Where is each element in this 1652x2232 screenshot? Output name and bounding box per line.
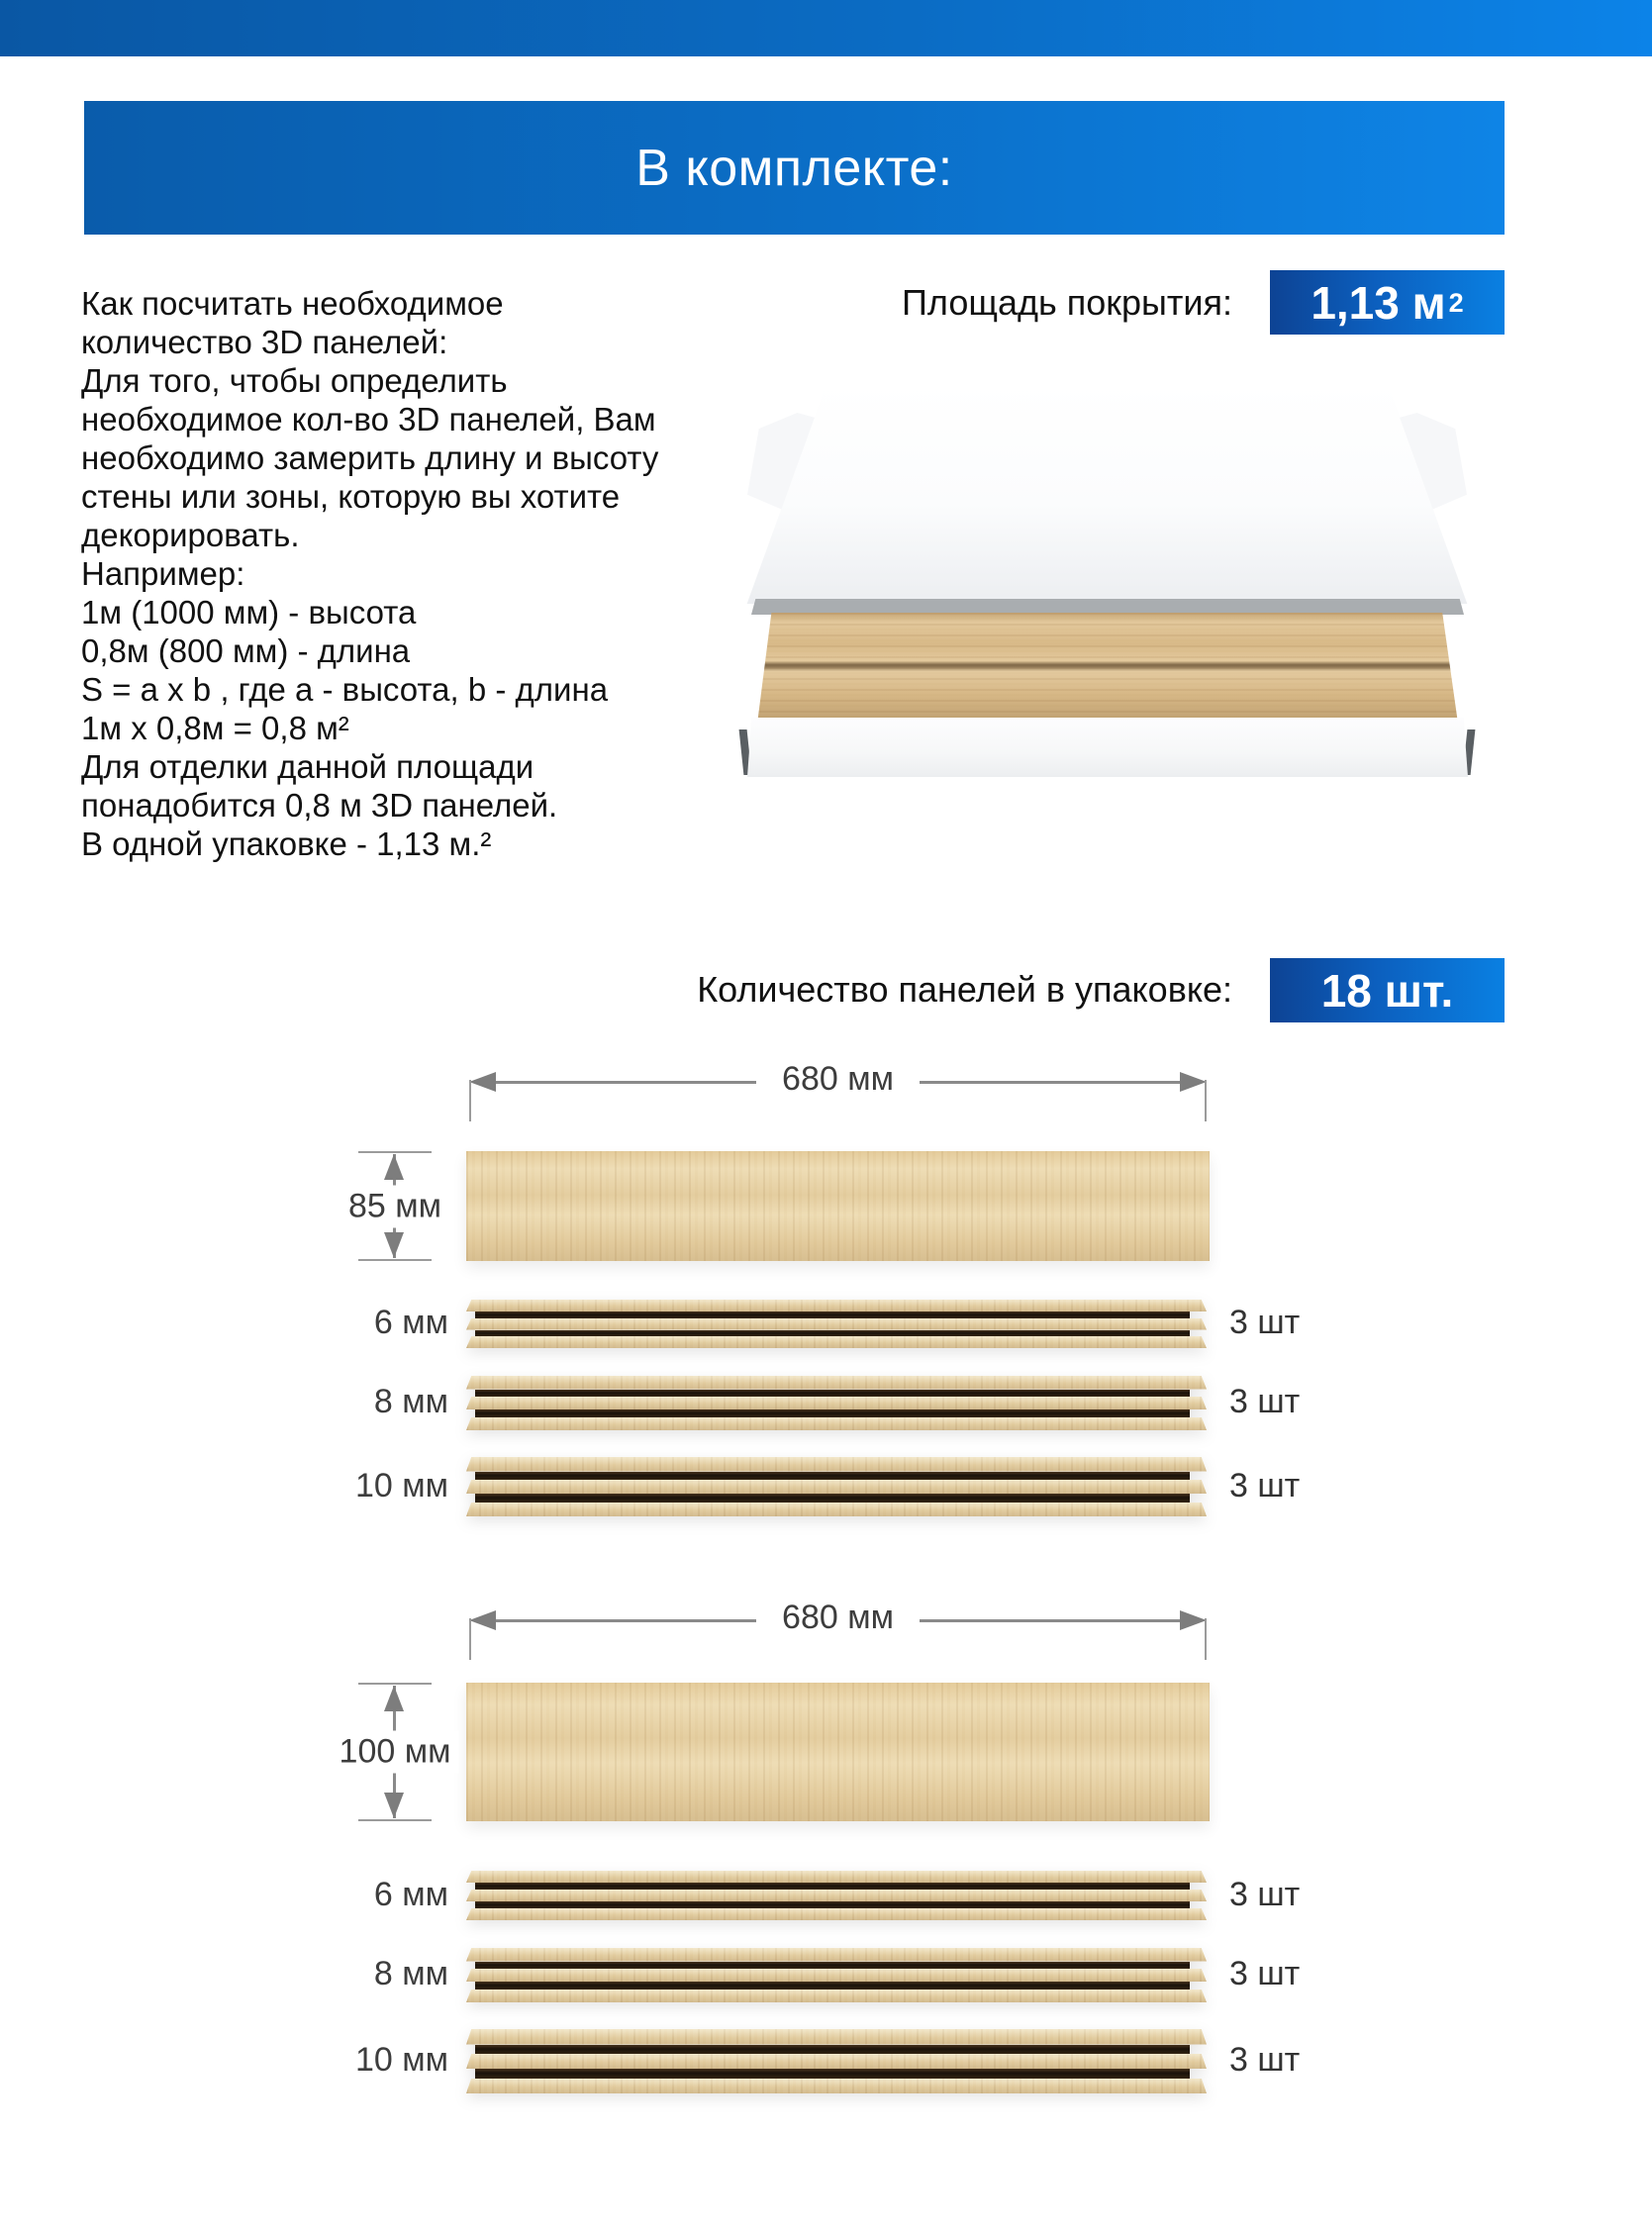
dimension-tick [469, 1618, 471, 1660]
slat-count-label: 3 шт [1229, 1383, 1301, 1420]
dimension-tick [358, 1259, 432, 1261]
slat [466, 2054, 1207, 2070]
dimension-tick [1205, 1618, 1207, 1660]
panel-quantity-label: Количество панелей в упаковке: [697, 969, 1232, 1010]
intro-line: 0,8м (800 мм) - длина [81, 632, 411, 669]
intro-line: Для отделки данной площади [81, 748, 534, 785]
slat-gap [475, 1390, 1190, 1397]
slat [466, 1318, 1207, 1330]
intro-line: понадобится 0,8 м 3D панелей. [81, 787, 558, 824]
slat [466, 1890, 1207, 1901]
intro-line: 1м (1000 мм) - высота [81, 594, 417, 631]
slat-gap [475, 1883, 1190, 1890]
arrow-down-icon [384, 1232, 404, 1258]
intro-line: В одной упаковке - 1,13 м.² [81, 825, 492, 862]
intro-text-block [81, 284, 734, 863]
slat [466, 1948, 1207, 1962]
dimension-tick [358, 1151, 432, 1153]
slat [466, 1480, 1207, 1495]
intro-line: 1м x 0,8м = 0,8 м² [81, 710, 349, 746]
height-dimension-value-2: 100 мм [332, 1731, 459, 1774]
slat-stack-6mm [466, 1871, 1207, 1920]
coverage-area-label: Площадь покрытия: [902, 282, 1232, 323]
coverage-area-badge: 1,13 м 2 [1270, 270, 1505, 335]
arrow-down-icon [384, 1793, 404, 1818]
arrow-left-icon [469, 1072, 496, 1092]
slat-stack-8mm [466, 1948, 1207, 2002]
slat-thickness-label: 6 мм [373, 1876, 448, 1913]
header-banner [84, 101, 1505, 235]
dimension-line [496, 1619, 756, 1622]
height-dimension-arrow-2 [339, 1683, 451, 1821]
dimension-tick [358, 1819, 432, 1821]
intro-line: стены или зоны, которую вы хотите [81, 478, 621, 515]
slat-gap [475, 1330, 1190, 1337]
slat-count-label: 3 шт [1229, 1876, 1301, 1913]
box-front-face [747, 718, 1468, 777]
wood-panel-100mm [466, 1683, 1210, 1821]
width-dimension-value-1: 680 мм [782, 1059, 894, 1098]
coverage-badge-value: 1,13 м [1311, 276, 1446, 329]
slat-gap [475, 1982, 1190, 1989]
open-box-illustration [733, 383, 1481, 779]
slat-count-label: 3 шт [1229, 1955, 1301, 1992]
dimension-line [920, 1619, 1180, 1622]
arrow-right-icon [1180, 1610, 1207, 1630]
intro-line: Например: [81, 555, 245, 592]
box-lid [743, 383, 1471, 604]
slat-gap [475, 1409, 1190, 1416]
slat-gap [475, 1311, 1190, 1318]
intro-line: необходимо замерить длину и высоту [81, 439, 659, 476]
slat [466, 1871, 1207, 1883]
slat-thickness-label: 10 мм [354, 1467, 448, 1504]
slat-thickness-label: 8 мм [373, 1383, 448, 1420]
wood-panel-85mm [466, 1151, 1210, 1261]
top-accent-bar [0, 0, 1652, 56]
width-dimension-value-2: 680 мм [782, 1598, 894, 1636]
page-title: В комплекте: [635, 139, 953, 197]
slat-thickness-label: 10 мм [354, 2041, 448, 2079]
slat-gap [475, 1472, 1190, 1480]
quantity-badge-value: 18 шт. [1320, 964, 1454, 1017]
slat-gap [475, 2045, 1190, 2054]
dimension-line [496, 1081, 756, 1084]
slat [466, 1417, 1207, 1431]
arrow-up-icon [384, 1154, 404, 1180]
dimension-tick [469, 1080, 471, 1121]
dimension-line [920, 1081, 1180, 1084]
dimension-tick [358, 1683, 432, 1685]
arrow-right-icon [1180, 1072, 1207, 1092]
width-dimension-arrow-2 [469, 1598, 1207, 1636]
slat [466, 1376, 1207, 1390]
slat-thickness-label: 6 мм [373, 1304, 448, 1341]
slat-stack-10mm [466, 1457, 1207, 1516]
slat [466, 1969, 1207, 1983]
slat [466, 2029, 1207, 2045]
arrow-left-icon [469, 1610, 496, 1630]
slat-gap [475, 2069, 1190, 2078]
slat-gap [475, 1494, 1190, 1502]
slat-gap [475, 1901, 1190, 1908]
box-wood-panels [755, 613, 1460, 718]
arrow-up-icon [384, 1686, 404, 1711]
slat-thickness-label: 8 мм [373, 1955, 448, 1992]
slat [466, 1336, 1207, 1348]
intro-line: необходимое кол-во 3D панелей, Вам [81, 401, 656, 437]
slat-count-label: 3 шт [1229, 2041, 1301, 2079]
intro-line: Для того, чтобы определить [81, 362, 508, 399]
width-dimension-arrow-1 [469, 1059, 1207, 1098]
slat-stack-6mm [466, 1300, 1207, 1348]
slat [466, 2079, 1207, 2094]
slat-count-label: 3 шт [1229, 1304, 1301, 1341]
intro-line: декорировать. [81, 517, 300, 553]
intro-line: Как посчитать необходимое [81, 285, 504, 322]
slat [466, 1503, 1207, 1517]
slat-count-label: 3 шт [1229, 1467, 1301, 1504]
slat-stack-8mm [466, 1376, 1207, 1430]
box-opening-rim [751, 599, 1464, 615]
slat [466, 1989, 1207, 2003]
dimension-tick [1205, 1080, 1207, 1121]
slat [466, 1397, 1207, 1410]
slat [466, 1300, 1207, 1311]
panel-quantity-badge [1270, 958, 1505, 1022]
intro-line: S = a x b , где a - высота, b - длина [81, 671, 609, 708]
slat [466, 1457, 1207, 1472]
intro-line: количество 3D панелей: [81, 324, 448, 360]
slat [466, 1908, 1207, 1920]
slat-gap [475, 1962, 1190, 1969]
slat-stack-10mm [466, 2029, 1207, 2093]
height-dimension-arrow-1 [347, 1151, 442, 1261]
height-dimension-value-1: 85 мм [340, 1185, 449, 1227]
